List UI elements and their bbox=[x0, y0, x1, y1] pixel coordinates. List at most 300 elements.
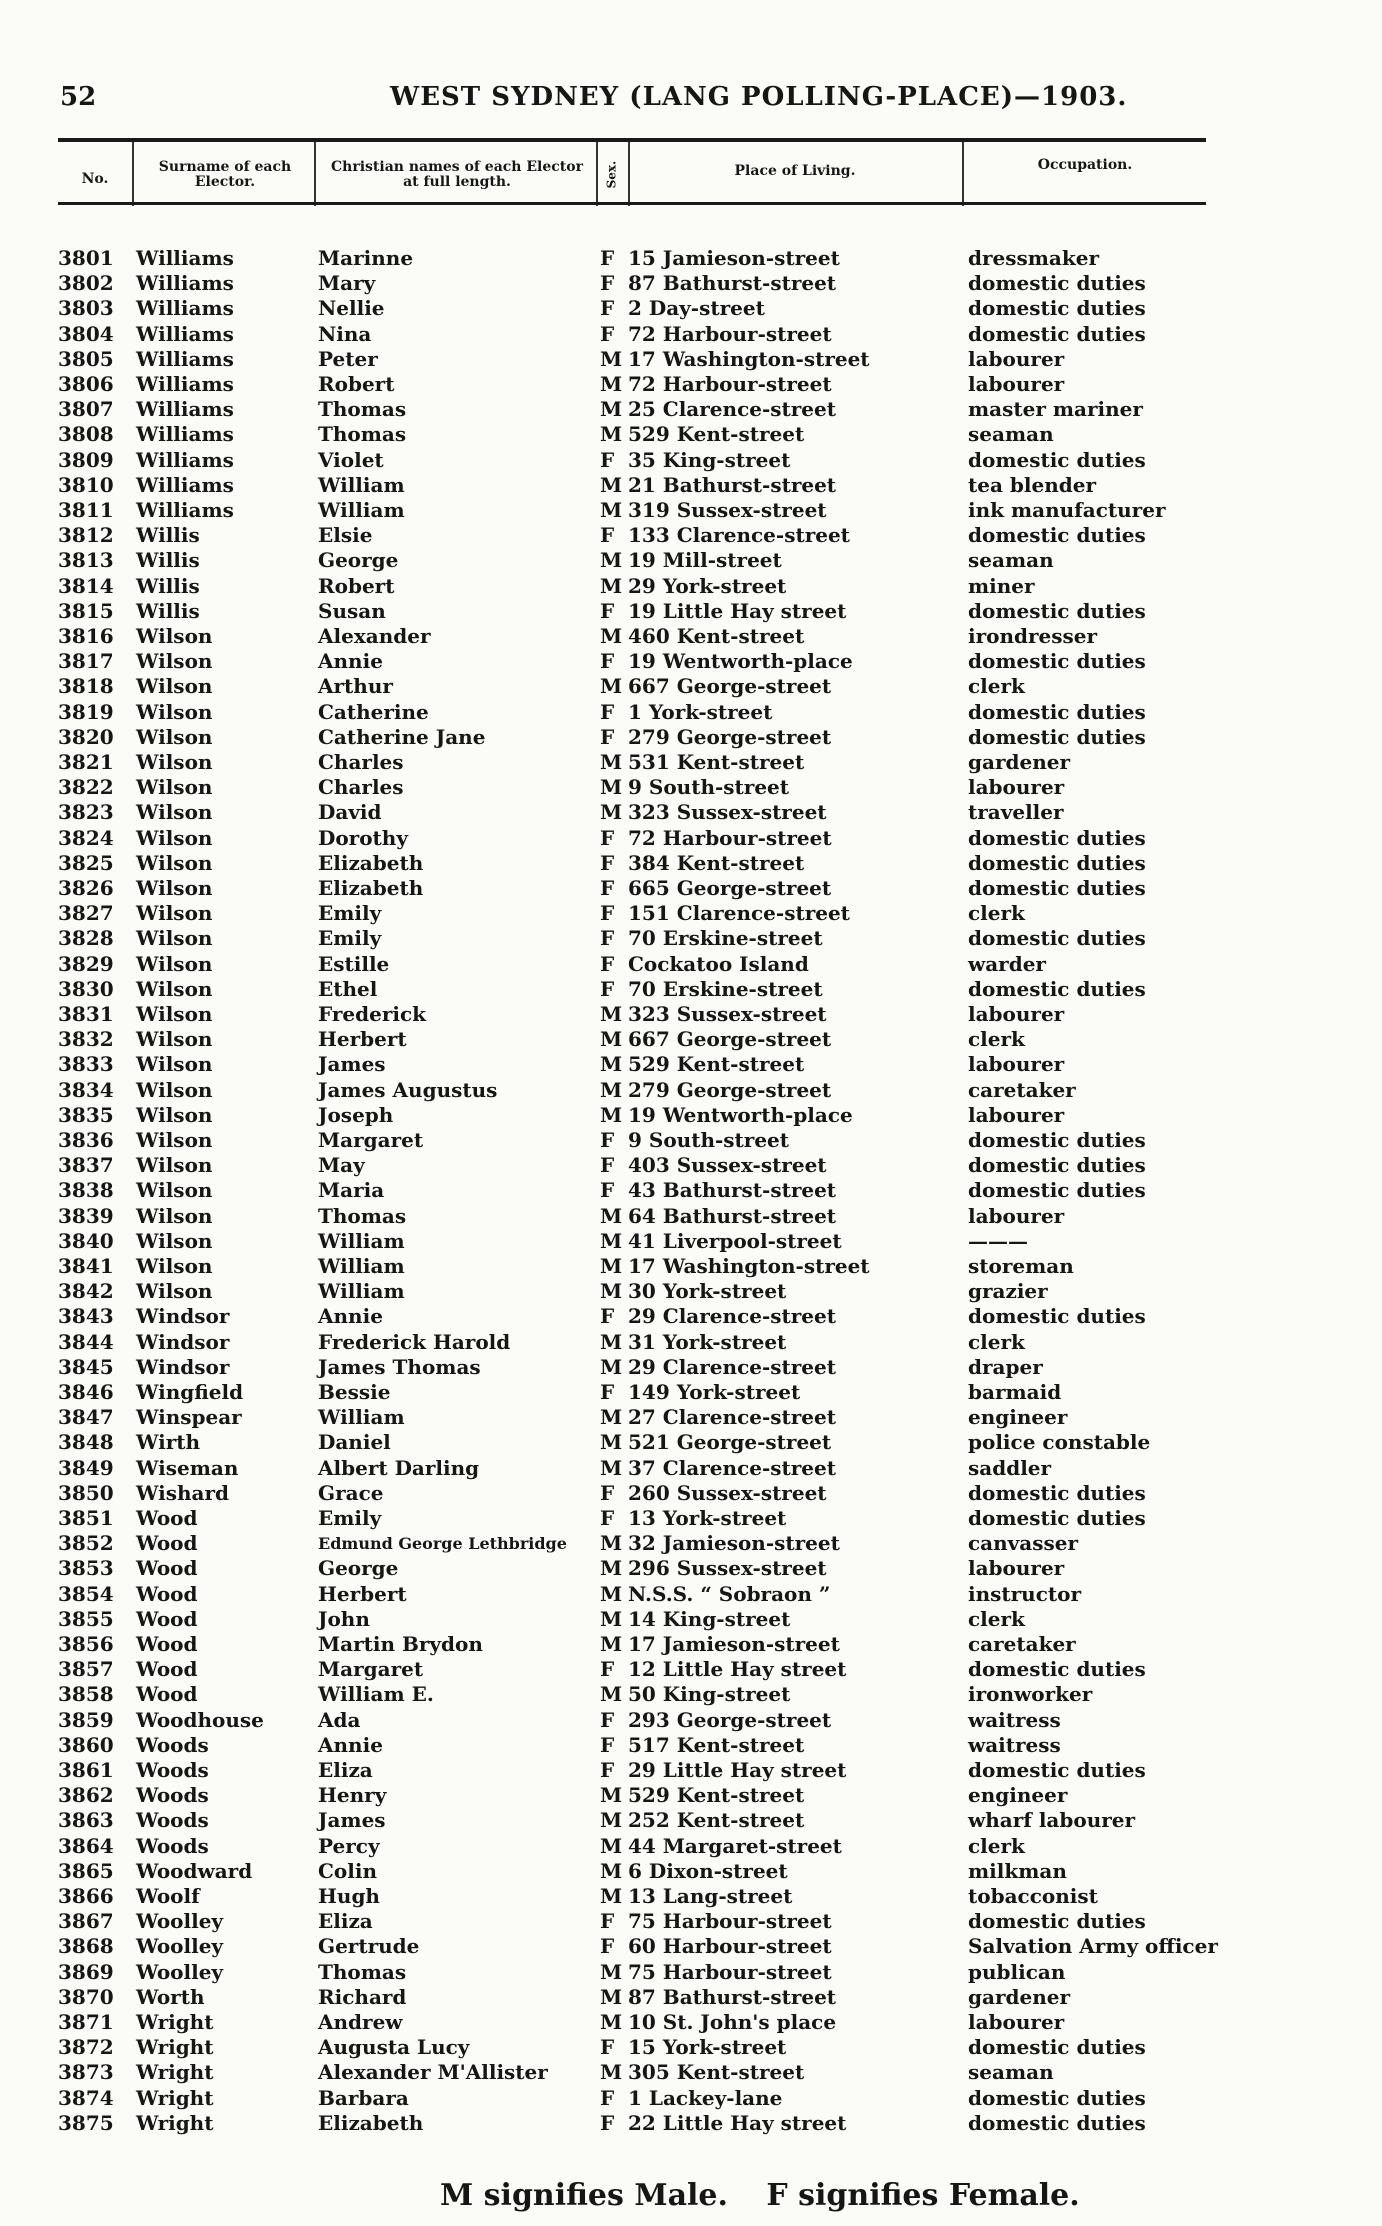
elector-sex: M bbox=[600, 1884, 623, 1908]
table-row bbox=[0, 1229, 1382, 1254]
table-row bbox=[0, 1330, 1382, 1355]
elector-occupation: clerk bbox=[968, 1329, 1025, 1354]
elector-christian-names: Annie bbox=[318, 1304, 383, 1329]
column-divider bbox=[628, 142, 630, 206]
elector-sex: M bbox=[600, 2010, 623, 2034]
elector-number: 3853 bbox=[58, 1556, 114, 1581]
elector-surname: Wilson bbox=[136, 1077, 213, 1102]
elector-christian-names: George bbox=[318, 1556, 399, 1581]
elector-place-of-living: 15 Jamieson-street bbox=[628, 246, 840, 270]
elector-occupation: labourer bbox=[968, 2010, 1065, 2034]
elector-christian-names: Andrew bbox=[318, 2010, 403, 2034]
elector-number: 3805 bbox=[58, 346, 114, 371]
elector-sex: M bbox=[600, 498, 623, 522]
elector-number: 3859 bbox=[58, 1707, 114, 1732]
elector-christian-names: Albert Darling bbox=[318, 1455, 480, 1480]
elector-christian-names: May bbox=[318, 1153, 365, 1178]
elector-sex: M bbox=[600, 1455, 623, 1480]
elector-place-of-living: 9 South-street bbox=[628, 775, 790, 800]
elector-occupation: domestic duties bbox=[968, 699, 1146, 724]
elector-surname: Wilson bbox=[136, 1002, 213, 1026]
elector-place-of-living: 29 Clarence-street bbox=[628, 1304, 836, 1329]
elector-christian-names: David bbox=[318, 800, 382, 825]
elector-occupation: engineer bbox=[968, 1405, 1068, 1430]
elector-number: 3815 bbox=[58, 598, 114, 623]
elector-sex: M bbox=[600, 1984, 623, 2009]
table-row bbox=[0, 700, 1382, 725]
elector-number: 3816 bbox=[58, 624, 114, 648]
elector-christian-names: Elsie bbox=[318, 523, 373, 548]
table-row bbox=[0, 498, 1382, 523]
elector-place-of-living: 17 Jamieson-street bbox=[628, 1632, 840, 1656]
table-row bbox=[0, 523, 1382, 548]
elector-surname: Woolley bbox=[136, 1959, 224, 1984]
elector-surname: Williams bbox=[136, 271, 234, 296]
table-row bbox=[0, 422, 1382, 447]
elector-christian-names: William bbox=[318, 1279, 405, 1304]
elector-place-of-living: 323 Sussex-street bbox=[628, 1002, 827, 1026]
elector-place-of-living: 10 St. John's place bbox=[628, 2010, 837, 2034]
elector-surname: Willis bbox=[136, 523, 200, 548]
column-header-no: No. bbox=[81, 171, 109, 187]
elector-place-of-living: Cockatoo Island bbox=[628, 951, 809, 976]
table-row bbox=[0, 1128, 1382, 1153]
table-row bbox=[0, 2010, 1382, 2035]
table-row bbox=[0, 1254, 1382, 1279]
table-row bbox=[0, 322, 1382, 347]
elector-christian-names: Colin bbox=[318, 1858, 377, 1883]
elector-number: 3840 bbox=[58, 1228, 114, 1253]
elector-christian-names: Annie bbox=[318, 649, 383, 674]
elector-occupation: domestic duties bbox=[968, 976, 1146, 1001]
elector-number: 3865 bbox=[58, 1858, 114, 1883]
elector-occupation: tobacconist bbox=[968, 1884, 1098, 1908]
elector-number: 3841 bbox=[58, 1254, 114, 1278]
elector-surname: Wilson bbox=[136, 750, 213, 774]
elector-sex: F bbox=[600, 1304, 615, 1329]
table-row bbox=[0, 2035, 1382, 2060]
elector-occupation: saddler bbox=[968, 1455, 1052, 1480]
table-row bbox=[0, 347, 1382, 372]
elector-surname: Williams bbox=[136, 296, 234, 321]
table-row bbox=[0, 800, 1382, 825]
table-row bbox=[0, 826, 1382, 851]
elector-sex: F bbox=[600, 699, 615, 724]
header-rule-bottom bbox=[58, 202, 1206, 205]
elector-christian-names: Percy bbox=[318, 1833, 380, 1858]
elector-place-of-living: 64 Bathurst-street bbox=[628, 1203, 837, 1228]
elector-surname: Williams bbox=[136, 397, 234, 422]
elector-occupation: ironworker bbox=[968, 1682, 1093, 1707]
elector-occupation: domestic duties bbox=[968, 1178, 1146, 1203]
elector-sex: M bbox=[600, 624, 623, 648]
elector-number: 3801 bbox=[58, 246, 114, 270]
table-row bbox=[0, 271, 1382, 296]
table-row bbox=[0, 1405, 1382, 1430]
elector-occupation: clerk bbox=[968, 674, 1025, 699]
column-header-occupation: Occupation. bbox=[1037, 157, 1133, 173]
elector-surname: Wood bbox=[136, 1682, 198, 1707]
elector-number: 3834 bbox=[58, 1077, 114, 1102]
elector-christian-names: Catherine Jane bbox=[318, 724, 486, 749]
elector-occupation: domestic duties bbox=[968, 2110, 1146, 2135]
elector-place-of-living: 252 Kent-street bbox=[628, 1808, 805, 1833]
table-row bbox=[0, 1052, 1382, 1077]
elector-surname: Wilson bbox=[136, 1128, 213, 1152]
elector-number: 3835 bbox=[58, 1102, 114, 1127]
elector-place-of-living: 43 Bathurst-street bbox=[628, 1178, 837, 1203]
elector-surname: Wright bbox=[136, 2035, 214, 2060]
elector-surname: Wilson bbox=[136, 649, 213, 674]
elector-christian-names: William bbox=[318, 498, 405, 522]
elector-number: 3820 bbox=[58, 724, 114, 749]
elector-christian-names: Marinne bbox=[318, 246, 414, 270]
elector-sex: M bbox=[600, 1959, 623, 1984]
table-row bbox=[0, 2111, 1382, 2136]
elector-christian-names: James Augustus bbox=[318, 1077, 498, 1102]
elector-occupation: domestic duties bbox=[968, 649, 1146, 674]
elector-surname: Wilson bbox=[136, 825, 213, 850]
elector-occupation: tea blender bbox=[968, 472, 1096, 497]
elector-occupation: wharf labourer bbox=[968, 1808, 1136, 1833]
elector-number: 3839 bbox=[58, 1203, 114, 1228]
elector-number: 3869 bbox=[58, 1959, 114, 1984]
elector-surname: Williams bbox=[136, 447, 234, 472]
elector-sex: M bbox=[600, 1077, 623, 1102]
legend-female: F signifies Female. bbox=[766, 2178, 1080, 2213]
elector-occupation: domestic duties bbox=[968, 1128, 1146, 1152]
elector-surname: Woods bbox=[136, 1758, 209, 1782]
elector-surname: Wright bbox=[136, 2085, 214, 2110]
elector-sex: M bbox=[600, 1354, 623, 1379]
elector-place-of-living: 19 Wentworth-place bbox=[628, 1102, 853, 1127]
elector-number: 3812 bbox=[58, 523, 114, 548]
elector-occupation: seaman bbox=[968, 2060, 1054, 2085]
elector-number: 3846 bbox=[58, 1380, 114, 1404]
table-row bbox=[0, 1027, 1382, 1052]
table-row bbox=[0, 977, 1382, 1002]
elector-surname: Wilson bbox=[136, 775, 213, 800]
elector-christian-names: Eliza bbox=[318, 1909, 373, 1934]
elector-place-of-living: 531 Kent-street bbox=[628, 750, 805, 774]
table-row bbox=[0, 1078, 1382, 1103]
elector-number: 3843 bbox=[58, 1304, 114, 1329]
elector-sex: F bbox=[600, 1934, 615, 1959]
elector-place-of-living: 667 George-street bbox=[628, 674, 832, 699]
elector-number: 3837 bbox=[58, 1153, 114, 1178]
elector-place-of-living: 1 Lackey-lane bbox=[628, 2085, 783, 2110]
table-row bbox=[0, 1733, 1382, 1758]
elector-place-of-living: 50 King-street bbox=[628, 1682, 791, 1707]
elector-sex: M bbox=[600, 1430, 623, 1455]
elector-place-of-living: 133 Clarence-street bbox=[628, 523, 850, 548]
elector-occupation: miner bbox=[968, 573, 1035, 598]
elector-occupation: labourer bbox=[968, 1102, 1065, 1127]
elector-occupation: domestic duties bbox=[968, 850, 1146, 875]
elector-occupation: warder bbox=[968, 951, 1046, 976]
elector-christian-names: Catherine bbox=[318, 699, 429, 724]
elector-number: 3824 bbox=[58, 825, 114, 850]
elector-surname: Wirth bbox=[136, 1430, 201, 1455]
elector-number: 3874 bbox=[58, 2085, 114, 2110]
elector-christian-names: Emily bbox=[318, 1506, 382, 1530]
elector-sex: M bbox=[600, 750, 623, 774]
elector-christian-names: Frederick Harold bbox=[318, 1329, 511, 1354]
elector-place-of-living: 22 Little Hay street bbox=[628, 2110, 847, 2135]
elector-sex: F bbox=[600, 1380, 615, 1404]
elector-surname: Wiseman bbox=[136, 1455, 239, 1480]
elector-sex: F bbox=[600, 1153, 615, 1178]
elector-occupation: domestic duties bbox=[968, 296, 1146, 321]
elector-number: 3807 bbox=[58, 397, 114, 422]
elector-place-of-living: 319 Sussex-street bbox=[628, 498, 827, 522]
elector-place-of-living: 72 Harbour-street bbox=[628, 372, 832, 396]
elector-surname: Winspear bbox=[136, 1405, 242, 1430]
elector-sex: M bbox=[600, 1329, 623, 1354]
elector-christian-names: George bbox=[318, 548, 399, 573]
elector-place-of-living: 151 Clarence-street bbox=[628, 901, 850, 926]
elector-number: 3862 bbox=[58, 1783, 114, 1808]
elector-number: 3852 bbox=[58, 1531, 114, 1556]
elector-christian-names: Thomas bbox=[318, 397, 407, 422]
elector-sex: M bbox=[600, 346, 623, 371]
elector-place-of-living: 19 Little Hay street bbox=[628, 598, 847, 623]
elector-christian-names: Elizabeth bbox=[318, 850, 424, 875]
elector-surname: Williams bbox=[136, 346, 234, 371]
elector-number: 3808 bbox=[58, 422, 114, 447]
table-row bbox=[0, 296, 1382, 321]
elector-sex: M bbox=[600, 800, 623, 825]
header-rule-top bbox=[58, 138, 1206, 142]
elector-christian-names: Alexander bbox=[318, 624, 431, 648]
elector-occupation: domestic duties bbox=[968, 1506, 1146, 1530]
elector-sex: F bbox=[600, 523, 615, 548]
elector-number: 3875 bbox=[58, 2110, 114, 2135]
elector-christian-names: Mary bbox=[318, 271, 376, 296]
elector-christian-names: Henry bbox=[318, 1783, 387, 1808]
table-row bbox=[0, 1355, 1382, 1380]
elector-number: 3866 bbox=[58, 1884, 114, 1908]
elector-occupation: barmaid bbox=[968, 1380, 1062, 1404]
elector-christian-names: Dorothy bbox=[318, 825, 408, 850]
elector-surname: Wilson bbox=[136, 724, 213, 749]
elector-occupation: clerk bbox=[968, 1027, 1025, 1052]
elector-occupation: domestic duties bbox=[968, 271, 1146, 296]
elector-christian-names: Richard bbox=[318, 1984, 407, 2009]
table-row bbox=[0, 1380, 1382, 1405]
elector-number: 3823 bbox=[58, 800, 114, 825]
column-divider bbox=[962, 142, 964, 206]
elector-christian-names: Joseph bbox=[318, 1102, 394, 1127]
elector-place-of-living: 70 Erskine-street bbox=[628, 926, 823, 951]
elector-occupation: seaman bbox=[968, 422, 1054, 447]
elector-occupation: canvasser bbox=[968, 1531, 1079, 1556]
elector-sex: M bbox=[600, 1858, 623, 1883]
table-row bbox=[0, 1960, 1382, 1985]
table-row bbox=[0, 1481, 1382, 1506]
table-row bbox=[0, 574, 1382, 599]
elector-christian-names: Ethel bbox=[318, 976, 378, 1001]
elector-place-of-living: 72 Harbour-street bbox=[628, 825, 832, 850]
elector-surname: Wilson bbox=[136, 1254, 213, 1278]
elector-occupation: labourer bbox=[968, 1052, 1065, 1077]
elector-sex: F bbox=[600, 1657, 615, 1682]
elector-sex: F bbox=[600, 1909, 615, 1934]
elector-occupation: caretaker bbox=[968, 1077, 1076, 1102]
elector-number: 3854 bbox=[58, 1581, 114, 1606]
elector-sex: F bbox=[600, 926, 615, 951]
elector-occupation: waitress bbox=[968, 1707, 1061, 1732]
elector-place-of-living: 75 Harbour-street bbox=[628, 1959, 832, 1984]
elector-place-of-living: 21 Bathurst-street bbox=[628, 472, 837, 497]
elector-number: 3814 bbox=[58, 573, 114, 598]
elector-number: 3803 bbox=[58, 296, 114, 321]
table-row bbox=[0, 926, 1382, 951]
elector-sex: M bbox=[600, 372, 623, 396]
elector-surname: Wood bbox=[136, 1606, 198, 1631]
elector-surname: Woods bbox=[136, 1808, 209, 1833]
elector-place-of-living: 15 York-street bbox=[628, 2035, 787, 2060]
elector-occupation: domestic duties bbox=[968, 876, 1146, 900]
elector-occupation: ink manufacturer bbox=[968, 498, 1166, 522]
elector-occupation: domestic duties bbox=[968, 523, 1146, 548]
elector-number: 3844 bbox=[58, 1329, 114, 1354]
elector-sex: F bbox=[600, 598, 615, 623]
elector-number: 3833 bbox=[58, 1052, 114, 1077]
table-row bbox=[0, 1178, 1382, 1203]
elector-surname: Woodhouse bbox=[136, 1707, 264, 1732]
elector-christian-names: Herbert bbox=[318, 1027, 407, 1052]
elector-place-of-living: 17 Washington-street bbox=[628, 1254, 870, 1278]
elector-place-of-living: 13 York-street bbox=[628, 1506, 787, 1530]
elector-number: 3828 bbox=[58, 926, 114, 951]
elector-number: 3872 bbox=[58, 2035, 114, 2060]
elector-christian-names: Eliza bbox=[318, 1758, 373, 1782]
elector-sex: F bbox=[600, 447, 615, 472]
elector-sex: M bbox=[600, 472, 623, 497]
elector-christian-names: James bbox=[318, 1808, 386, 1833]
elector-surname: Wilson bbox=[136, 624, 213, 648]
elector-occupation: domestic duties bbox=[968, 1304, 1146, 1329]
elector-occupation: publican bbox=[968, 1959, 1066, 1984]
elector-sex: M bbox=[600, 422, 623, 447]
elector-place-of-living: 665 George-street bbox=[628, 876, 832, 900]
elector-sex: M bbox=[600, 1581, 623, 1606]
elector-surname: Wright bbox=[136, 2060, 214, 2085]
elector-number: 3804 bbox=[58, 321, 114, 346]
column-header-place: Place of Living. bbox=[734, 163, 856, 179]
elector-occupation: labourer bbox=[968, 775, 1065, 800]
elector-surname: Willis bbox=[136, 573, 200, 598]
table-row bbox=[0, 1783, 1382, 1808]
elector-number: 3848 bbox=[58, 1430, 114, 1455]
elector-occupation: domestic duties bbox=[968, 2085, 1146, 2110]
elector-number: 3813 bbox=[58, 548, 114, 573]
elector-sex: F bbox=[600, 1480, 615, 1505]
elector-place-of-living: 305 Kent-street bbox=[628, 2060, 805, 2085]
elector-surname: Wood bbox=[136, 1657, 198, 1682]
elector-christian-names: Ada bbox=[318, 1707, 361, 1732]
column-header-christian: Christian names of each Elector at full length. bbox=[331, 159, 583, 191]
elector-sex: F bbox=[600, 901, 615, 926]
elector-place-of-living: 27 Clarence-street bbox=[628, 1405, 836, 1430]
elector-number: 3827 bbox=[58, 901, 114, 926]
elector-occupation: clerk bbox=[968, 901, 1025, 926]
elector-place-of-living: 460 Kent-street bbox=[628, 624, 805, 648]
elector-sex: F bbox=[600, 2035, 615, 2060]
elector-christian-names: Martin Brydon bbox=[318, 1632, 483, 1656]
elector-occupation: clerk bbox=[968, 1606, 1025, 1631]
elector-sex: F bbox=[600, 1178, 615, 1203]
elector-surname: Wilson bbox=[136, 674, 213, 699]
elector-place-of-living: 2 Day-street bbox=[628, 296, 765, 321]
table-row bbox=[0, 1582, 1382, 1607]
elector-occupation: police constable bbox=[968, 1430, 1151, 1455]
elector-surname: Woodward bbox=[136, 1858, 253, 1883]
elector-number: 3870 bbox=[58, 1984, 114, 2009]
elector-occupation: domestic duties bbox=[968, 1909, 1146, 1934]
elector-number: 3810 bbox=[58, 472, 114, 497]
elector-place-of-living: 260 Sussex-street bbox=[628, 1480, 827, 1505]
elector-christian-names: William bbox=[318, 1228, 405, 1253]
table-row bbox=[0, 1758, 1382, 1783]
elector-place-of-living: 529 Kent-street bbox=[628, 1052, 805, 1077]
elector-surname: Wilson bbox=[136, 1052, 213, 1077]
elector-occupation: labourer bbox=[968, 1002, 1065, 1026]
table-row bbox=[0, 952, 1382, 977]
elector-christian-names: Annie bbox=[318, 1732, 383, 1757]
elector-surname: Wilson bbox=[136, 976, 213, 1001]
elector-surname: Williams bbox=[136, 422, 234, 447]
table-row bbox=[0, 725, 1382, 750]
elector-occupation: ——— bbox=[968, 1228, 1028, 1253]
elector-number: 3855 bbox=[58, 1606, 114, 1631]
elector-sex: M bbox=[600, 775, 623, 800]
elector-surname: Wilson bbox=[136, 951, 213, 976]
elector-surname: Wilson bbox=[136, 1027, 213, 1052]
elector-number: 3868 bbox=[58, 1934, 114, 1959]
elector-christian-names: Elizabeth bbox=[318, 876, 424, 900]
table-row bbox=[0, 397, 1382, 422]
elector-occupation: instructor bbox=[968, 1581, 1082, 1606]
elector-number: 3811 bbox=[58, 498, 114, 522]
elector-christian-names: John bbox=[318, 1606, 370, 1631]
table-row bbox=[0, 1531, 1382, 1556]
elector-place-of-living: 667 George-street bbox=[628, 1027, 832, 1052]
elector-surname: Wood bbox=[136, 1556, 198, 1581]
elector-number: 3819 bbox=[58, 699, 114, 724]
elector-sex: M bbox=[600, 1783, 623, 1808]
elector-christian-names: Thomas bbox=[318, 1203, 407, 1228]
elector-number: 3830 bbox=[58, 976, 114, 1001]
table-row bbox=[0, 1506, 1382, 1531]
elector-christian-names: Thomas bbox=[318, 1959, 407, 1984]
elector-place-of-living: 293 George-street bbox=[628, 1707, 832, 1732]
elector-number: 3867 bbox=[58, 1909, 114, 1934]
elector-place-of-living: 12 Little Hay street bbox=[628, 1657, 847, 1682]
elector-sex: M bbox=[600, 1606, 623, 1631]
table-row bbox=[0, 901, 1382, 926]
elector-number: 3802 bbox=[58, 271, 114, 296]
page-title: WEST SYDNEY (LANG POLLING-PLACE)—1903. bbox=[390, 82, 1128, 112]
elector-occupation: seaman bbox=[968, 548, 1054, 573]
elector-surname: Williams bbox=[136, 246, 234, 270]
sex-legend bbox=[440, 2178, 1108, 2213]
table-row bbox=[0, 1430, 1382, 1455]
elector-surname: Wright bbox=[136, 2110, 214, 2135]
elector-number: 3822 bbox=[58, 775, 114, 800]
elector-christian-names: Emily bbox=[318, 926, 382, 951]
